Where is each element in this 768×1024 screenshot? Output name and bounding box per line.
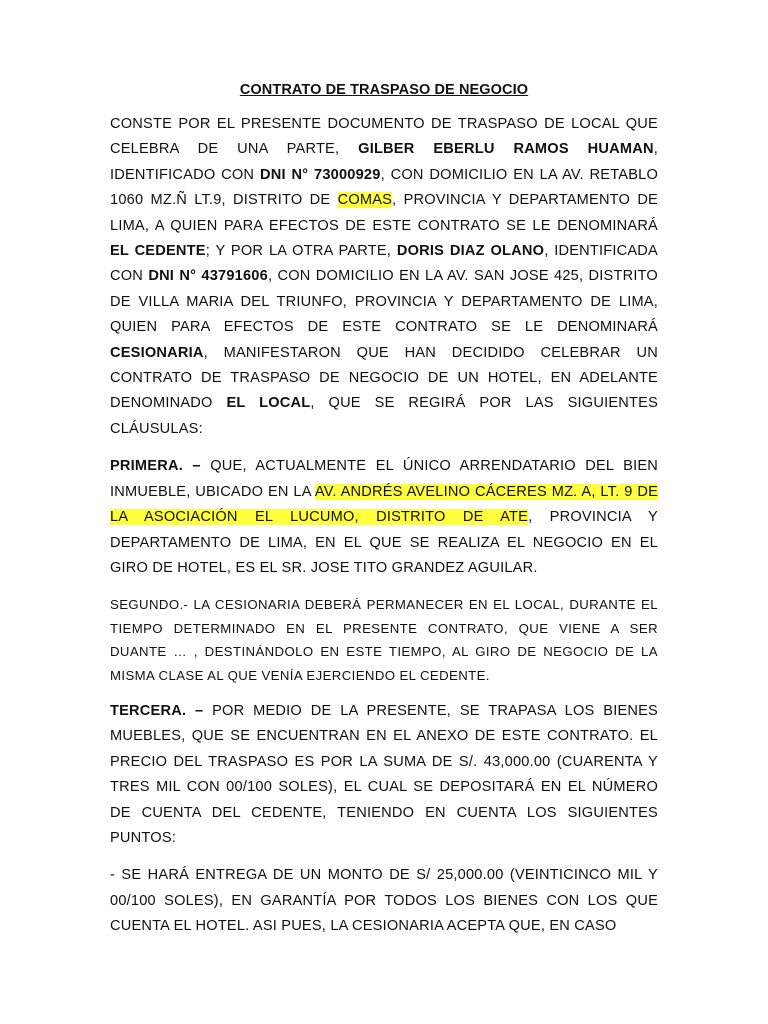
intro-text-4: , PROVINCIA Y DEPARTAMENTO DE LIMA, A QUIEN PARA EFECTOS DE ESTE CONTRATO SE LE DENOMINARÁ — [110, 192, 658, 234]
clause-segundo — [110, 593, 658, 687]
intro-text-1: CONSTE POR EL PRESENTE DOCUMENTO DE TRASPASO DE LOCAL QUE CELEBRA DE UNA PARTE, — [110, 116, 658, 158]
tercera-heading: TERCERA. – — [110, 702, 204, 719]
primera-heading: PRIMERA. – — [110, 458, 201, 475]
intro-text-7: , CON DOMICILIO EN LA AV. SAN JOSE 425, DISTRITO DE VILLA MARIA DEL TRIUNFO, PROVINCIA Y DEPARTAMENTO DE LIMA, QUIEN PARA EFECTOS DE ESTE CONTRATO SE LE DENOMINARÁ — [110, 268, 658, 336]
cesionaria-name: DORIS DIAZ OLANO — [396, 243, 545, 260]
point-item — [110, 863, 658, 939]
intro-text-9: , QUE SE REGIRÁ POR LAS SIGUIENTES CLÁUSULAS: — [110, 395, 658, 437]
document-title: CONTRATO DE TRASPASO DE NEGOCIO — [239, 82, 529, 98]
clause-primera — [110, 454, 658, 581]
cedente-name: GILBER EBERLU RAMOS HUAMAN — [358, 141, 654, 158]
primera-text-1: QUE, ACTUALMENTE EL ÚNICO ARRENDATARIO DEL BIEN INMUEBLE, UBICADO EN LA — [110, 458, 658, 500]
intro-text-6: , IDENTIFICADA CON — [110, 243, 658, 285]
point-text: - SE HARÁ ENTREGA DE UN MONTO DE S/ 25,000.00 (VEINTICINCO MIL Y 00/100 SOLES), EN GARANTÍA POR TODOS LOS BIENES CON LOS QUE CUENTA EL HOTEL. ASI PUES, LA CESIONARIA ACEPTA QUE, EN CASO — [110, 867, 658, 935]
primera-text-2: , PROVINCIA Y DEPARTAMENTO DE LIMA, EN EL QUE SE REALIZA EL NEGOCIO EN EL GIRO DE HOTEL, ES EL SR. JOSE TITO GRANDEZ AGUILAR. — [110, 509, 658, 576]
el-local-label: EL LOCAL — [226, 395, 311, 412]
intro-paragraph — [110, 112, 658, 442]
document-page — [110, 82, 658, 952]
tercera-text: POR MEDIO DE LA PRESENTE, SE TRAPASA LOS BIENES MUEBLES, QUE SE ENCUENTRAN EN EL ANEXO DE ESTE CONTRATO. EL PRECIO DEL TRASPASO ES POR LA SUMA DE S/. 43,000.00 (CUARENTA Y TRES MIL CON 00/100 SOLES), EL CUAL SE DEPOSITARÁ EN EL NÚMERO DE CUENTA DEL CEDENTE, TENIENDO EN CUENTA LOS SIGUIENTES PUNTOS: — [110, 702, 658, 846]
intro-text-8: , MANIFESTARON QUE HAN DECIDIDO CELEBRAR UN CONTRATO DE TRASPASO DE NEGOCIO DE UN HOTEL, EN ADELANTE DENOMINADO — [110, 344, 658, 412]
intro-text-2: , IDENTIFICADO CON — [110, 141, 658, 183]
highlight-address: AV. ANDRÉS AVELINO CÁCERES MZ. A, LT. 9 DE LA ASOCIACIÓN EL LUCUMO, DISTRITO DE ATE — [110, 483, 658, 526]
intro-text-3: , CON DOMICILIO EN LA AV. RETABLO 1060 MZ.Ñ LT.9, DISTRITO DE — [110, 166, 658, 209]
el-cedente-label: EL CEDENTE — [110, 243, 206, 260]
cedente-dni: DNI N° 73000929 — [259, 166, 381, 183]
intro-text-5: ; Y POR LA OTRA PARTE, — [205, 243, 397, 260]
highlight-comas: COMAS — [337, 192, 393, 209]
cesionaria-dni: DNI N° 43791606 — [148, 268, 268, 285]
cesionaria-label: CESIONARIA — [110, 344, 204, 361]
clause-tercera — [110, 699, 658, 851]
segundo-text: SEGUNDO.- LA CESIONARIA DEBERÁ PERMANECER EN EL LOCAL, DURANTE EL TIEMPO DETERMINADO EN EL PRESENTE CONTRATO, QUE VIENE A SER DUANTE … , DESTINÁNDOLO EN ESTE TIEMPO, AL GIRO DE NEGOCIO DE LA MISMA CLASE AL QUE VENÍA EJERCIENDO EL CEDENTE. — [110, 597, 658, 683]
